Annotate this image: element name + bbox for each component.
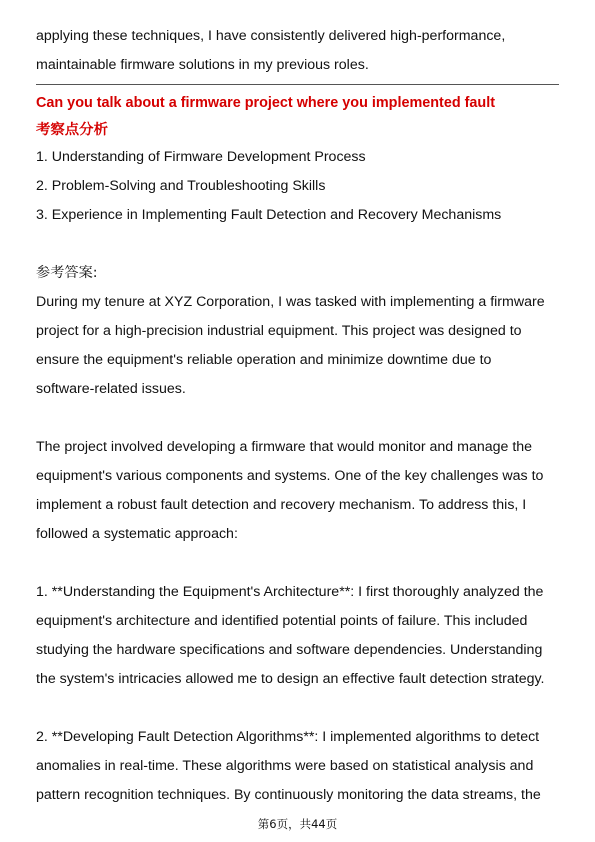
spacer xyxy=(36,694,561,723)
analysis-item: 3. Experience in Implementing Fault Detection and Recovery Mechanisms xyxy=(36,207,502,223)
answer-line: The project involved developing a firmware that would monitor and manage the xyxy=(36,439,533,455)
page-number: 第6页，共44页 xyxy=(257,817,338,831)
answer-line: equipment's architecture and identified potential points of failure. This included xyxy=(36,613,528,629)
intro-line: maintainable firmware solutions in my previous roles. xyxy=(36,57,369,73)
spacer xyxy=(36,549,561,578)
question-title: Can you talk about a firmware project where you implemented fault xyxy=(36,95,495,111)
answer-line: software-related issues. xyxy=(36,381,186,397)
section-divider xyxy=(36,84,559,85)
analysis-item: 2. Problem-Solving and Troubleshooting Skills xyxy=(36,178,326,194)
answer-line: anomalies in real-time. These algorithms were based on statistical analysis and xyxy=(36,758,534,774)
answer-line: studying the hardware specifications and software dependencies. Understanding xyxy=(36,642,543,658)
analysis-item: 1. Understanding of Firmware Development Process xyxy=(36,149,366,165)
answer-label: 参考答案: xyxy=(36,265,98,281)
answer-line: implement a robust fault detection and recovery mechanism. To address this, I xyxy=(36,497,527,513)
page-content xyxy=(36,22,561,810)
answer-line: 1. **Understanding the Equipment's Architecture**: I first thoroughly analyzed the xyxy=(36,584,544,600)
answer-line: project for a high-precision industrial equipment. This project was designed to xyxy=(36,323,522,339)
intro-line: applying these techniques, I have consistently delivered high-performance, xyxy=(36,28,506,44)
answer-line: pattern recognition techniques. By continuously monitoring the data streams, the xyxy=(36,787,541,803)
answer-line: the system's intricacies allowed me to design an effective fault detection strategy. xyxy=(36,671,545,687)
answer-line: followed a systematic approach: xyxy=(36,526,238,542)
answer-line: During my tenure at XYZ Corporation, I was tasked with implementing a firmware xyxy=(36,294,545,310)
answer-line: 2. **Developing Fault Detection Algorithms**: I implemented algorithms to detect xyxy=(36,729,540,745)
answer-line: ensure the equipment's reliable operation and minimize downtime due to xyxy=(36,352,492,368)
analysis-heading: 考察点分析 xyxy=(36,122,108,138)
spacer xyxy=(36,230,561,259)
answer-line: equipment's various components and systems. One of the key challenges was to xyxy=(36,468,544,484)
spacer xyxy=(36,404,561,433)
